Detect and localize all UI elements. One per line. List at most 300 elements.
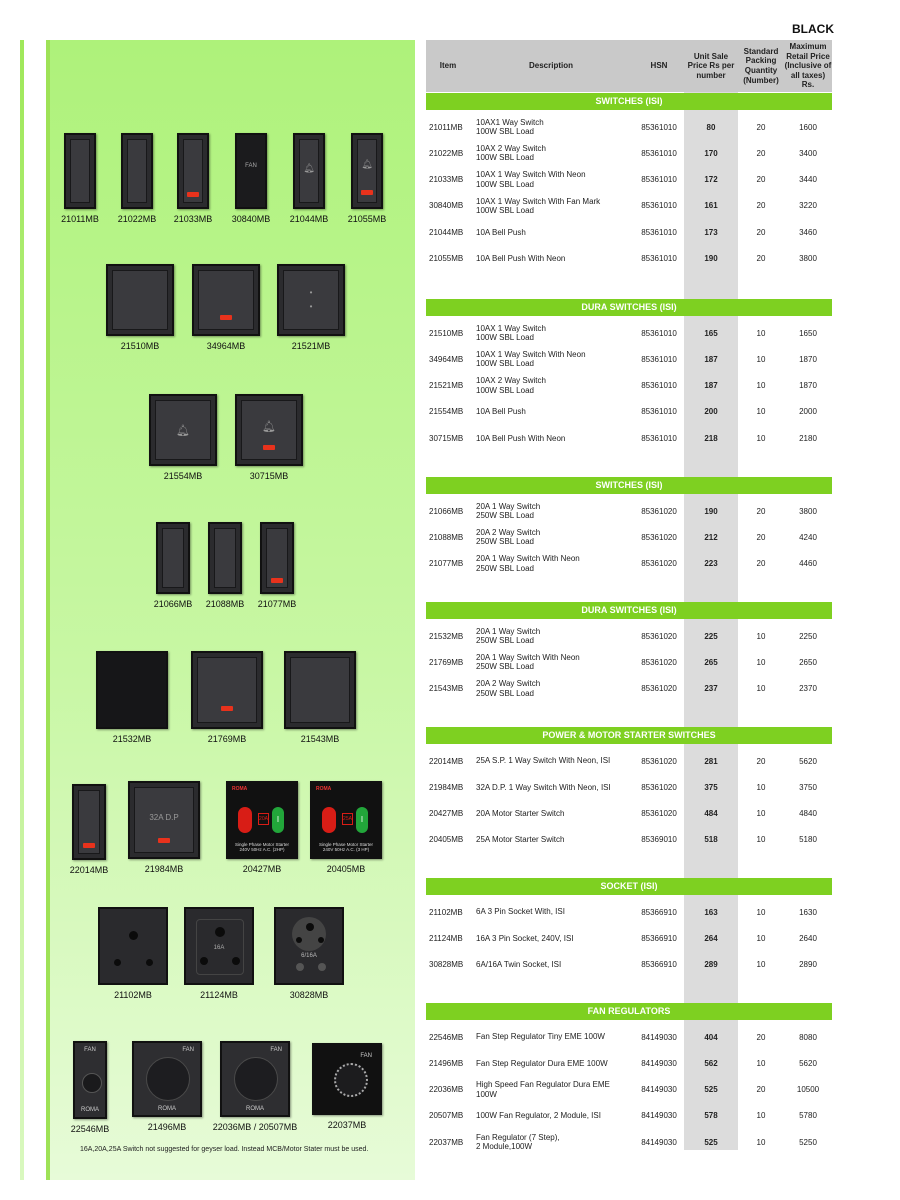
item-code-cell: 22036MB (429, 1085, 464, 1095)
product-code: 21088MB (205, 599, 245, 609)
mrp-cell: 3460 (799, 227, 817, 237)
table-row (426, 524, 832, 550)
dura-bell-push-image (149, 394, 217, 466)
table-row (426, 498, 832, 524)
dp-switch-image (128, 781, 200, 859)
standard-packing-cell: 20 (756, 227, 766, 237)
fan-regulator-image (220, 1041, 290, 1117)
table-row (426, 649, 832, 675)
product-code: 21044MB (289, 214, 329, 224)
regulator-knob (146, 1057, 190, 1101)
hsn-cell: 85361010 (641, 254, 677, 263)
neon-indicator (187, 192, 199, 197)
unit-price-cell: 218 (704, 433, 718, 443)
product-21077 (257, 522, 297, 609)
product-21066 (153, 522, 193, 609)
hsn-cell: 85361010 (641, 328, 677, 338)
standard-packing-cell: 10 (756, 960, 766, 970)
table-row (426, 193, 832, 219)
standard-packing-cell: 10 (756, 782, 766, 792)
description-cell: Fan Step Regulator Tiny EME 100W (476, 1032, 605, 1042)
dura-switch-image (192, 264, 260, 336)
motor-starter-image (310, 781, 382, 859)
section-header: SWITCHES (ISI) (426, 477, 832, 494)
product-21521 (277, 264, 345, 351)
hsn-cell: 85369010 (641, 835, 677, 845)
hsn-cell: 85366910 (641, 933, 677, 943)
mrp-cell: 8080 (799, 1032, 817, 1042)
bell-icon: 🔔︎ (361, 159, 373, 169)
item-code-cell: 20507MB (429, 1111, 464, 1121)
header-mrp: Maximum Retail Price (Inclusive of all taxes) Rs. (784, 42, 832, 90)
unit-price-cell: 172 (704, 175, 718, 185)
description-cell: 20A 1 Way Switch 250W SBL Load (476, 626, 541, 645)
product-34964 (192, 264, 260, 351)
unit-price-cell: 265 (704, 657, 718, 667)
item-code-cell: 34964MB (429, 354, 464, 364)
table-row (426, 425, 832, 451)
description-cell: Fan Step Regulator Dura EME 100W (476, 1058, 608, 1068)
hsn-cell: 84149030 (641, 1058, 677, 1068)
product-21769 (191, 651, 263, 744)
regulator-knob (334, 1063, 368, 1097)
standard-packing-cell: 10 (756, 1111, 766, 1121)
footnote: 16A,20A,25A Switch not suggested for geyser load. Instead MCB/Motor Stater must be used. (80, 1146, 369, 1153)
socket-image (274, 907, 344, 985)
mrp-cell: 2640 (799, 933, 817, 943)
hsn-cell: 85366910 (641, 907, 677, 917)
description-cell: 10AX 1 Way Switch With Neon 100W SBL Load (476, 350, 586, 369)
neon-indicator (83, 843, 95, 848)
starter-spec-text: Single Phase Motor Starter 240V 50Hz A.C. (3 HP) (318, 842, 374, 853)
product-21124 (184, 907, 254, 1000)
product-code: 21984MB (144, 864, 184, 874)
standard-packing-cell: 10 (756, 1058, 766, 1068)
hsn-cell: 84149030 (641, 1032, 677, 1042)
standard-packing-cell: 10 (756, 328, 766, 338)
table-row (426, 801, 832, 827)
rating-box: 25A (342, 813, 353, 825)
bell-icon: 🔔︎ (176, 425, 190, 437)
table-row (426, 925, 832, 951)
unit-price-cell: 375 (704, 782, 718, 792)
switch-image (260, 522, 294, 594)
socket-rating-label: 16A (213, 945, 225, 951)
mrp-cell: 2000 (799, 407, 817, 417)
table-row (426, 952, 832, 978)
starter-spec-text: Single Phase Motor Starter 240V 50Hz A.C. (2HP) (234, 842, 290, 853)
standard-packing-cell: 10 (756, 907, 766, 917)
unit-price-cell: 80 (706, 122, 716, 132)
item-code-cell: 21521MB (429, 381, 464, 391)
product-30715 (235, 394, 303, 481)
section-header: POWER & MOTOR STARTER SWITCHES (426, 727, 832, 744)
dp-rating-label: 32A D.P (149, 813, 179, 822)
table-row (426, 623, 832, 649)
stop-button-green: I (356, 807, 368, 833)
dot-mark-icon: • (309, 288, 313, 297)
table-row (426, 114, 832, 140)
neon-indicator (220, 315, 232, 320)
table-row (426, 774, 832, 800)
description-cell: 20A Motor Starter Switch (476, 809, 565, 818)
dura-switch-image (106, 264, 174, 336)
unit-price-cell: 518 (704, 835, 718, 845)
product-code: 21769MB (207, 734, 247, 744)
fan-label: FAN (360, 1053, 372, 1059)
switch-image (208, 522, 242, 594)
hsn-cell: 85361010 (641, 148, 677, 158)
table-row (426, 676, 832, 702)
item-code-cell: 21022MB (429, 148, 464, 158)
hsn-cell: 84149030 (641, 1085, 677, 1095)
product-21044 (289, 133, 329, 224)
mrp-cell: 1600 (799, 122, 817, 132)
product-22037 (312, 1043, 382, 1130)
item-code-cell: 21044MB (429, 227, 464, 237)
mrp-cell: 5250 (799, 1137, 817, 1147)
dura-switch-image (277, 264, 345, 336)
standard-packing-cell: 10 (756, 684, 766, 694)
item-code-cell: 21543MB (429, 684, 464, 694)
unit-price-cell: 163 (704, 907, 718, 917)
start-button-red (238, 807, 252, 833)
hsn-cell: 85361010 (641, 201, 677, 211)
hsn-cell: 85361020 (641, 756, 677, 766)
mrp-cell: 1870 (799, 354, 817, 364)
brand-logo: ROMA (316, 786, 332, 792)
unit-price-cell: 281 (704, 756, 718, 766)
item-code-cell: 21077MB (429, 559, 464, 569)
regulator-knob (234, 1057, 278, 1101)
description-cell: 10AX 1 Way Switch With Fan Mark 100W SBL Load (476, 196, 601, 215)
table-row (426, 1103, 832, 1129)
description-cell: 20A 2 Way Switch 250W SBL Load (476, 528, 541, 547)
product-code: 30715MB (249, 471, 289, 481)
brand-logo: ROMA (81, 1107, 99, 1113)
unit-price-cell: 165 (704, 328, 718, 338)
hsn-cell: 84149030 (641, 1111, 677, 1121)
fan-label: FAN (270, 1047, 282, 1053)
mrp-cell: 5620 (799, 1058, 817, 1068)
mrp-cell: 5620 (799, 756, 817, 766)
hsn-cell: 85361010 (641, 407, 677, 417)
standard-packing-cell: 20 (756, 559, 766, 569)
product-21102 (98, 907, 168, 1000)
fan-label: FAN (182, 1047, 194, 1053)
description-cell: 20A 1 Way Switch 250W SBL Load (476, 501, 541, 520)
description-cell: 10AX 1 Way Switch With Neon 100W SBL Load (476, 170, 586, 189)
table-row (426, 399, 832, 425)
product-21543 (284, 651, 356, 744)
product-code: 21496MB (147, 1122, 187, 1132)
description-cell: 10A Bell Push (476, 227, 526, 237)
product-21496 (132, 1041, 202, 1132)
mrp-cell: 10500 (796, 1085, 820, 1095)
neon-indicator (221, 706, 233, 711)
mrp-cell: 3750 (799, 782, 817, 792)
fan-regulator-image (73, 1041, 107, 1119)
item-code-cell: 20405MB (429, 835, 464, 845)
switch-image (121, 133, 153, 209)
unit-price-cell: 484 (704, 809, 718, 819)
table-row (426, 1077, 832, 1103)
table-row (426, 219, 832, 245)
item-code-cell: 21102MB (429, 907, 463, 917)
item-code-cell: 21055MB (429, 254, 464, 263)
description-cell: 20A 1 Way Switch With Neon 250W SBL Load (476, 653, 580, 672)
item-code-cell: 21124MB (429, 933, 463, 943)
product-code: 21055MB (347, 214, 387, 224)
switch-image (156, 522, 190, 594)
product-code: 21077MB (257, 599, 297, 609)
product-code: 22036MB / 20507MB (212, 1122, 298, 1132)
mrp-cell: 2250 (799, 631, 817, 641)
standard-packing-cell: 20 (756, 1085, 766, 1095)
product-30828 (274, 907, 344, 1000)
rating-box: 20A (258, 813, 269, 825)
table-row (426, 346, 832, 372)
table-row (426, 1129, 832, 1155)
product-code: 21532MB (112, 734, 152, 744)
socket-image (184, 907, 254, 985)
standard-packing-cell: 20 (756, 122, 766, 132)
product-code: 20427MB (242, 864, 282, 874)
unit-price-cell: 237 (704, 684, 718, 694)
standard-packing-cell: 20 (756, 532, 766, 542)
dura-switch-image (191, 651, 263, 729)
mrp-cell: 3440 (799, 175, 817, 185)
item-code-cell: 22037MB (429, 1137, 464, 1147)
mrp-cell: 3220 (799, 201, 817, 211)
standard-packing-cell: 10 (756, 381, 766, 391)
item-code-cell: 21011MB (429, 122, 463, 132)
standard-packing-cell: 10 (756, 407, 766, 417)
table-row (426, 899, 832, 925)
power-switch-image (72, 784, 106, 860)
standard-packing-cell: 10 (756, 433, 766, 443)
unit-price-cell: 187 (704, 381, 718, 391)
product-code: 20405MB (326, 864, 366, 874)
table-header (426, 40, 832, 92)
product-image-panel (46, 40, 415, 1180)
standard-packing-cell: 10 (756, 1137, 766, 1147)
start-button-red (322, 807, 336, 833)
brand-logo: ROMA (158, 1106, 176, 1112)
standard-packing-cell: 10 (756, 933, 766, 943)
description-cell: 10AX1 Way Switch 100W SBL Load (476, 117, 544, 136)
neon-indicator (361, 190, 373, 195)
item-code-cell: 21066MB (429, 506, 464, 516)
hsn-cell: 85361020 (641, 506, 677, 516)
mrp-cell: 5780 (799, 1111, 817, 1121)
neon-indicator (263, 445, 275, 450)
header-unit-price: Unit Sale Price Rs per number (687, 51, 735, 80)
socket-image (98, 907, 168, 985)
product-21532 (96, 651, 168, 744)
unit-price-cell: 173 (704, 227, 718, 237)
item-code-cell: 21984MB (429, 782, 464, 792)
standard-packing-cell: 10 (756, 835, 766, 845)
bell-icon: 🔔︎ (303, 163, 315, 173)
item-code-cell: 21496MB (429, 1058, 464, 1068)
description-cell: 20A 1 Way Switch With Neon 250W SBL Load (476, 554, 580, 573)
standard-packing-cell: 10 (756, 631, 766, 641)
description-cell: 25A S.P. 1 Way Switch With Neon, ISI (476, 756, 611, 766)
table-row (426, 246, 832, 272)
table-row (426, 1050, 832, 1076)
hsn-cell: 85361020 (641, 532, 677, 542)
unit-price-cell: 264 (704, 933, 718, 943)
description-cell: 16A 3 Pin Socket, 240V, ISI (476, 933, 574, 943)
standard-packing-cell: 20 (756, 201, 766, 211)
description-cell: 6A/16A Twin Socket, ISI (476, 960, 562, 969)
product-code: 34964MB (206, 341, 246, 351)
standard-packing-cell: 20 (756, 175, 766, 185)
item-code-cell: 30840MB (429, 201, 464, 211)
standard-packing-cell: 20 (756, 254, 766, 263)
mrp-cell: 3800 (799, 254, 817, 263)
fan-label: FAN (84, 1047, 96, 1053)
bell-push-image (293, 133, 325, 209)
mrp-cell: 2650 (799, 657, 817, 667)
standard-packing-cell: 20 (756, 148, 766, 158)
price-table (426, 40, 832, 1150)
mrp-cell: 3400 (799, 148, 817, 158)
mrp-cell: 1630 (799, 907, 817, 917)
mrp-cell: 2890 (799, 960, 817, 970)
section-header: DURA SWITCHES (ISI) (426, 602, 832, 619)
header-item: Item (439, 61, 457, 71)
hsn-cell: 85361010 (641, 175, 677, 185)
stop-button-green: I (272, 807, 284, 833)
mrp-cell: 2370 (799, 684, 817, 694)
unit-price-cell: 562 (704, 1058, 718, 1068)
socket-rating-label: 6/16A (301, 953, 317, 959)
mrp-cell: 2180 (799, 433, 817, 443)
unit-price-cell: 225 (704, 631, 718, 641)
mrp-cell: 3800 (799, 506, 817, 516)
product-21011 (61, 133, 99, 224)
product-30840 (231, 133, 271, 224)
table-row (426, 551, 832, 577)
brand-logo: ROMA (232, 786, 248, 792)
mrp-cell: 5180 (799, 835, 817, 845)
section-header: SOCKET (ISI) (426, 878, 832, 895)
description-cell: 100W Fan Regulator, 2 Module, ISI (476, 1111, 601, 1121)
unit-price-cell: 187 (704, 354, 718, 364)
product-20405 (310, 781, 382, 874)
hsn-cell: 85361010 (641, 122, 677, 132)
item-code-cell: 20427MB (429, 809, 464, 819)
product-code: 21102MB (114, 990, 152, 1000)
item-code-cell: 21510MB (429, 328, 464, 338)
product-code: 21066MB (153, 599, 193, 609)
product-code: 30840MB (231, 214, 271, 224)
product-code: 21521MB (291, 341, 331, 351)
unit-price-cell: 404 (704, 1032, 718, 1042)
description-cell: 32A D.P. 1 Way Switch With Neon, ISI (476, 782, 611, 792)
unit-price-cell: 578 (704, 1111, 718, 1121)
hsn-cell: 85361010 (641, 354, 677, 364)
product-21033 (173, 133, 213, 224)
description-cell: 10A Bell Push With Neon (476, 433, 566, 443)
table-row (426, 373, 832, 399)
hsn-cell: 85366910 (641, 960, 677, 970)
product-21554 (149, 394, 217, 481)
item-code-cell: 22014MB (429, 756, 464, 766)
neon-indicator (158, 838, 170, 843)
product-code: 21124MB (200, 990, 238, 1000)
product-22546 (70, 1041, 110, 1134)
unit-price-cell: 161 (704, 201, 718, 211)
brand-logo: ROMA (246, 1106, 264, 1112)
section-header: FAN REGULATORS (426, 1003, 832, 1020)
product-20427 (226, 781, 298, 874)
product-22014 (69, 784, 109, 875)
unit-price-cell: 289 (704, 960, 718, 970)
unit-price-cell: 525 (704, 1085, 718, 1095)
regulator-knob (82, 1073, 102, 1093)
unit-price-cell: 223 (704, 559, 718, 569)
product-code: 22037MB (327, 1120, 367, 1130)
neon-indicator (271, 578, 283, 583)
hsn-cell: 85361010 (641, 381, 677, 391)
hsn-cell: 85361020 (641, 809, 677, 819)
table-row (426, 167, 832, 193)
description-cell: 10A Bell Push With Neon (476, 253, 566, 263)
dura-bell-push-image (235, 394, 303, 466)
item-code-cell: 21033MB (429, 175, 464, 185)
standard-packing-cell: 10 (756, 657, 766, 667)
dura-switch-image (284, 651, 356, 729)
hsn-cell: 85361010 (641, 433, 677, 443)
switch-image (235, 133, 267, 209)
table-row (426, 748, 832, 774)
product-code: 21022MB (117, 214, 157, 224)
item-code-cell: 21769MB (429, 657, 464, 667)
product-21984 (128, 781, 200, 874)
description-cell: 10AX 2 Way Switch 100W SBL Load (476, 144, 546, 163)
unit-price-cell: 170 (704, 148, 718, 158)
bell-icon: 🔔︎ (262, 421, 276, 433)
hsn-cell: 85361020 (641, 631, 677, 641)
product-code: 21543MB (300, 734, 340, 744)
item-code-cell: 22546MB (429, 1032, 464, 1042)
item-code-cell: 30715MB (429, 433, 464, 443)
hsn-cell: 85361010 (641, 227, 677, 237)
product-21510 (106, 264, 174, 351)
product-code: 22014MB (69, 865, 109, 875)
standard-packing-cell: 20 (756, 1032, 766, 1042)
fan-mark-label: FAN (245, 163, 257, 169)
section-header: SWITCHES (ISI) (426, 93, 832, 110)
switch-image (64, 133, 96, 209)
left-accent-strip (20, 40, 24, 1180)
bell-push-image (351, 133, 383, 209)
standard-packing-cell: 10 (756, 809, 766, 819)
standard-packing-cell: 10 (756, 354, 766, 364)
product-21088 (205, 522, 245, 609)
description-cell: 25A Motor Starter Switch (476, 835, 565, 845)
table-row (426, 1024, 832, 1050)
product-22036 (212, 1041, 298, 1132)
fan-regulator-image (132, 1041, 202, 1117)
description-cell: 6A 3 Pin Socket With, ISI (476, 907, 565, 917)
item-code-cell: 21532MB (429, 631, 464, 641)
mrp-cell: 1650 (799, 328, 817, 338)
product-code: 22546MB (70, 1124, 110, 1134)
